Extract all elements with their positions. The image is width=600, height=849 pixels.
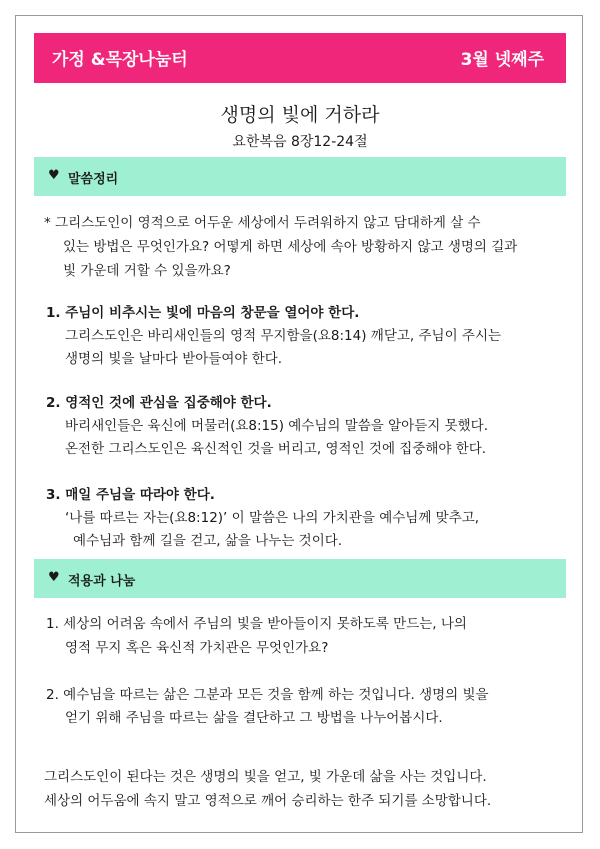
closing-line-1: 그리스도인이 된다는 것은 생명의 빛을 얻고, 빛 가운데 삶을 사는 것입니다. (44, 769, 487, 785)
header-bar (34, 33, 566, 83)
section-application-bar (34, 559, 566, 598)
section-summary-bar (34, 157, 566, 196)
scripture-reference: 요한복음 8장12-24절 (232, 134, 368, 150)
point-3-line-1: ‘나를 따르는 자는(요8:12)’ 이 말씀은 나의 가치관을 예수님께 맞추고, (65, 510, 480, 526)
point-2-line-2: 온전한 그리스도인은 육신적인 것을 버리고, 영적인 것에 집중해야 한다. (65, 441, 487, 457)
heart-icon: ♥ (48, 168, 60, 183)
page-title: 생명의 빛에 거하라 (220, 104, 380, 126)
point-3-heading: 3. 매일 주님을 따라야 한다. (46, 487, 215, 503)
point-2-heading: 2. 영적인 것에 관심을 집중해야 한다. (46, 395, 272, 411)
section-summary-title: 말씀정리 (68, 172, 119, 187)
section-application-title: 적용과 나눔 (68, 574, 136, 589)
header-week: 3월 넷째주 (460, 50, 544, 70)
intro-line-1: * 그리스도인이 영적으로 어두운 세상에서 두려워하지 않고 담대하게 살 수 (44, 215, 481, 231)
application-2-line-2: 얻기 위해 주님을 따르는 삶을 결단하고 그 방법을 나누어봅시다. (65, 710, 443, 726)
point-1-heading: 1. 주님이 비추시는 빛에 마음의 창문을 열어야 한다. (46, 305, 360, 321)
point-3-line-2: 예수님과 함께 길을 걷고, 삶을 나누는 것이다. (73, 533, 343, 549)
point-2-line-1: 바리새인들은 육신에 머물러(요8:15) 예수님의 말씀을 알아듣지 못했다. (65, 418, 488, 434)
application-1-line-2: 영적 무지 혹은 육신적 가치관은 무엇인가요? (65, 640, 329, 656)
intro-line-3: 빛 가운데 거할 수 있을까요? (63, 263, 231, 279)
point-1-line-2: 생명의 빛을 날마다 받아들여야 한다. (65, 351, 283, 367)
heart-icon: ♥ (48, 570, 60, 585)
closing-line-2: 세상의 어두움에 속지 말고 영적으로 깨어 승리하는 한주 되기를 소망합니다. (44, 793, 492, 809)
intro-line-2: 있는 방법은 무엇인가요? 어떻게 하면 세상에 속아 방황하지 않고 생명의 길과 (63, 239, 518, 255)
point-1-line-1: 그리스도인은 바리새인들의 영적 무지함을(요8:14) 깨닫고, 주님이 주시는 (65, 328, 502, 344)
application-2-line-1: 2. 예수님을 따르는 삶은 그분과 모든 것을 함께 하는 것입니다. 생명의 빛을 (46, 687, 489, 703)
application-1-line-1: 1. 세상의 어려움 속에서 주님의 빛을 받아들이지 못하도록 만드는, 나의 (46, 616, 467, 632)
header-title: 가정 &목장나눔터 (52, 50, 188, 70)
